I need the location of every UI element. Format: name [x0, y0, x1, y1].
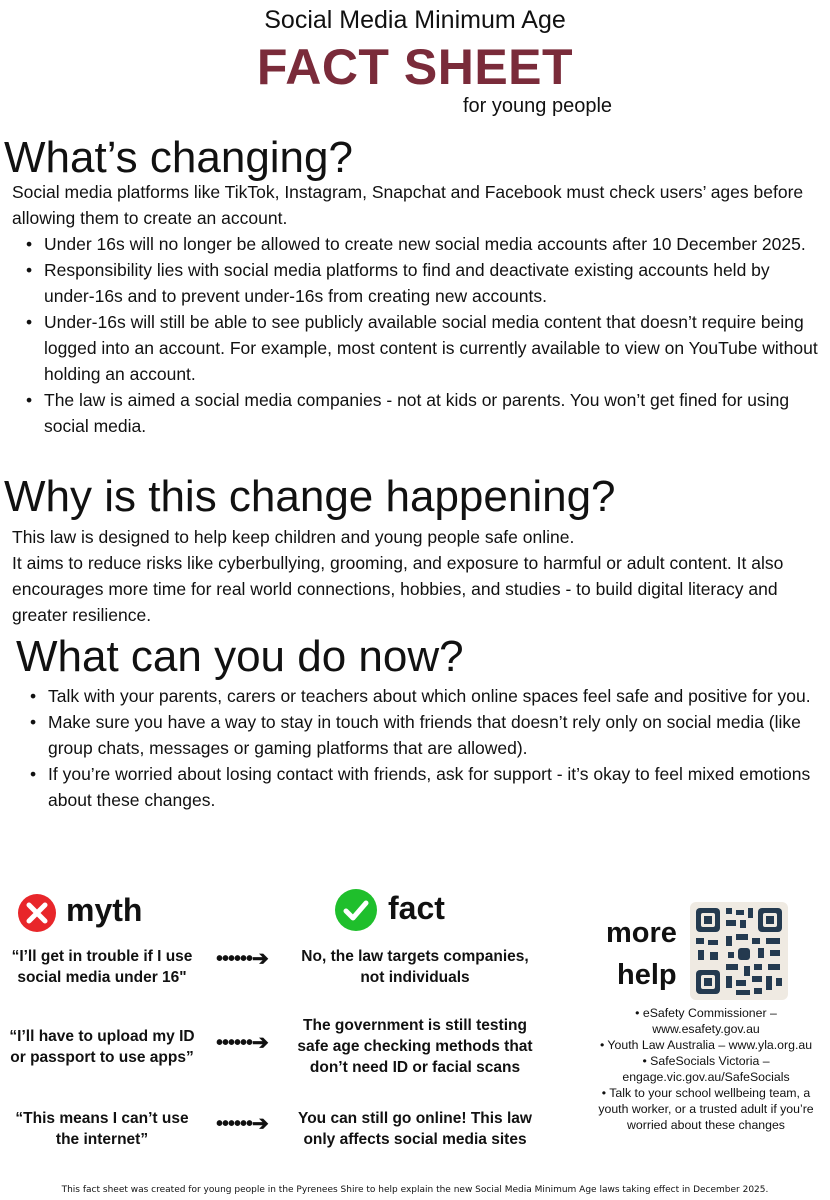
cross-icon	[18, 894, 56, 932]
myth-statement: “I’ll get in trouble if I use social media under 16"	[11, 948, 193, 986]
arrow-icon: ••••••➔	[216, 1113, 268, 1135]
fact-sheet-tagline: for young people	[463, 95, 613, 117]
myth-statement: “This means I can’t use the internet”	[15, 1110, 189, 1148]
heading-what-can-you-do: What can you do now?	[16, 632, 464, 681]
section1-bullet: • Under-16s will still be able to see publicly available social media content that doesn’t require being logged into an account. For example, most content is currently available to view on YouTube without holding an account.	[14, 309, 822, 387]
section1-bullet-list	[14, 231, 822, 439]
fact-statement: The government is still testing safe age checking methods that don’t need ID or facial scans	[297, 1017, 533, 1076]
resource-safesocials: • SafeSocials Victoria – engage.vic.gov.au/SafeSocials	[622, 1054, 790, 1084]
arrow-icon: ••••••➔	[216, 1032, 268, 1054]
fact-sheet-title: FACT SHEET	[256, 39, 574, 95]
section1-bullet: • The law is aimed a social media companies - not at kids or parents. You won’t get fined for using social media.	[14, 387, 822, 439]
heading-why-change: Why is this change happening?	[4, 472, 616, 521]
more-help-line2: help	[617, 959, 677, 991]
resource-yla: • Youth Law Australia – www.yla.org.au	[599, 1038, 813, 1052]
arrow-icon: ••••••➔	[216, 948, 268, 970]
myth-label: myth	[66, 892, 143, 928]
section3-bullet: • Make sure you have a way to stay in touch with friends that doesn’t rely only on social media (like group chats, messages or gaming platforms that are allowed).	[18, 709, 818, 761]
qr-code-icon[interactable]	[690, 902, 788, 1000]
fact-statement: You can still go online! This law only affects social media sites	[298, 1110, 532, 1148]
heading-whats-changing: What’s changing?	[4, 133, 353, 182]
resource-list	[588, 1005, 824, 1133]
section2-paragraph-2: It aims to reduce risks like cyberbullying, grooming, and exposure to harmful or adult content. It also encourages more time for real world connections, hobbies, and studies - to build digital literacy and greater resilience.	[12, 553, 784, 625]
section2-paragraph-1: This law is designed to help keep children and young people safe online.	[12, 527, 575, 547]
section1-bullet: • Under 16s will no longer be allowed to create new social media accounts after 10 December 2025.	[14, 231, 822, 257]
footer-note: This fact sheet was created for young people in the Pyrenees Shire to help explain the new Social Media Minimum Age laws taking effect in December 2025.	[61, 1185, 769, 1195]
check-icon	[335, 889, 377, 931]
section3-bullet-list	[18, 683, 818, 813]
section1-bullet: • Responsibility lies with social media platforms to find and deactivate existing accounts held by under-16s and to prevent under-16s from creating new accounts.	[14, 257, 822, 309]
more-help-line1: more	[606, 917, 677, 949]
fact-sheet-subtitle: Social Media Minimum Age	[264, 6, 566, 34]
section3-bullet: • Talk with your parents, carers or teachers about which online spaces feel safe and positive for you.	[18, 683, 818, 709]
resource-trusted-adult: • Talk to your school wellbeing team, a youth worker, or a trusted adult if you’re worried about these changes	[598, 1086, 814, 1132]
resource-esafety: • eSafety Commissioner – www.esafety.gov.au	[635, 1006, 777, 1036]
fact-label: fact	[388, 890, 445, 926]
fact-statement: No, the law targets companies, not individuals	[301, 948, 529, 986]
section1-intro: Social media platforms like TikTok, Instagram, Snapchat and Facebook must check users’ ages before allowing them to create an account.	[12, 182, 804, 228]
myth-statement: “I’ll have to upload my ID or passport to use apps”	[9, 1028, 195, 1066]
section3-bullet: • If you’re worried about losing contact with friends, ask for support - it’s okay to feel mixed emotions about these changes.	[18, 761, 818, 813]
